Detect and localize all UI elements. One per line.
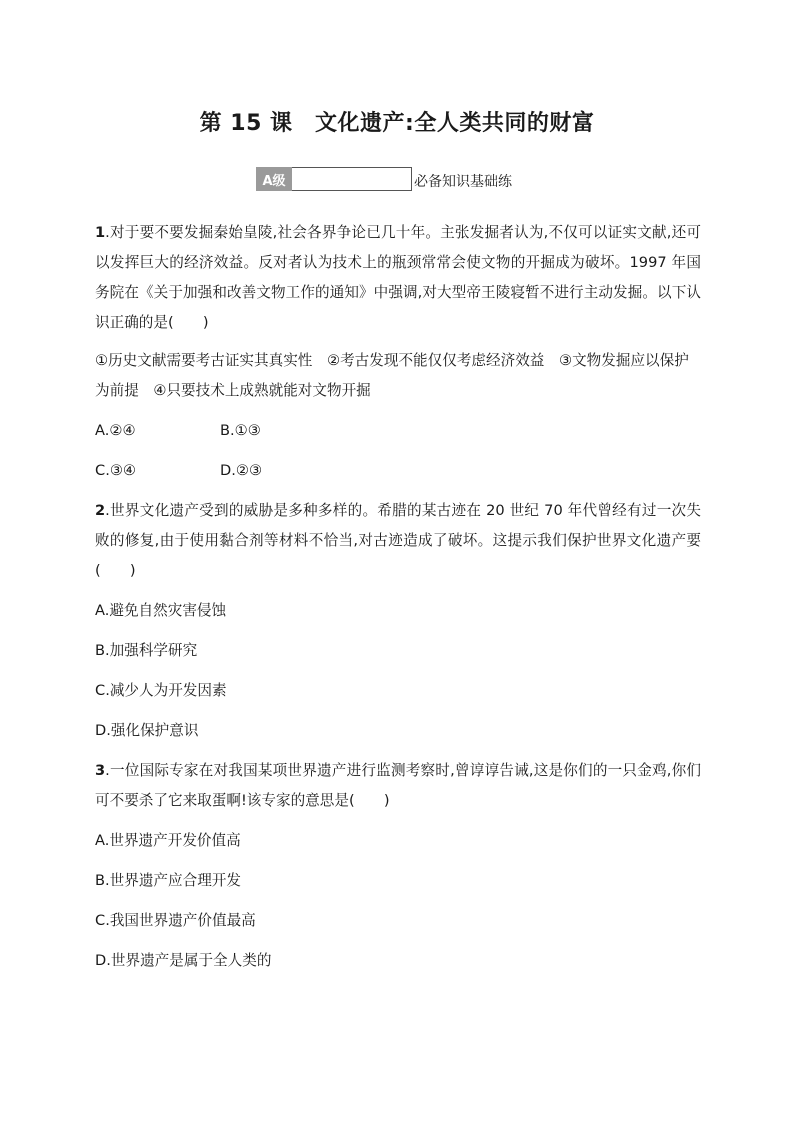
question-list	[95, 218, 701, 976]
option-a[interactable]: A.世界遗产开发价值高	[95, 832, 241, 849]
question-statements: ①历史文献需要考古证实其真实性 ②考古发现不能仅仅考虑经济效益 ③文物发掘应以保护为前提 ④只要技术上成熟就能对文物开掘	[95, 352, 689, 399]
level-blank-box	[292, 167, 412, 191]
level-badge: A级	[256, 167, 292, 191]
question-text: .一位国际专家在对我国某项世界遗产进行监测考察时,曾谆谆告诫,这是你们的一只金鸡,你们可不要杀了它来取蛋啊!该专家的意思是( )	[95, 762, 701, 809]
option-d[interactable]: D.世界遗产是属于全人类的	[95, 952, 272, 969]
question-number: 2	[95, 502, 106, 519]
option-d[interactable]: D.②③	[220, 462, 263, 479]
option-b[interactable]: B.①③	[220, 422, 261, 439]
question-3	[95, 756, 701, 976]
option-d[interactable]: D.强化保护意识	[95, 722, 199, 739]
question-stem	[95, 496, 701, 586]
option-row	[95, 456, 701, 486]
question-text: .对于要不要发掘秦始皇陵,社会各界争论已几十年。主张发掘者认为,不仅可以证实文献,还可以发挥巨大的经济效益。反对者认为技术上的瓶颈常常会使文物的开掘成为破坏。1997 年国务院在《关于加强和改善文物工作的通知》中强调,对大型帝王陵寝暂不进行主动发掘。以下认识正确的是( )	[95, 224, 701, 331]
option-row	[95, 416, 701, 446]
option-b[interactable]: B.加强科学研究	[95, 642, 198, 659]
option-a[interactable]: A.②④	[95, 422, 136, 439]
question-stem	[95, 218, 701, 338]
question-1	[95, 218, 701, 486]
option-c[interactable]: C.减少人为开发因素	[95, 682, 227, 699]
level-label: 必备知识基础练	[414, 174, 512, 190]
option-b[interactable]: B.世界遗产应合理开发	[95, 872, 241, 889]
question-number: 1	[95, 224, 106, 241]
level-header	[256, 165, 512, 191]
question-number: 3	[95, 762, 106, 779]
question-stem	[95, 756, 701, 816]
question-text: .世界文化遗产受到的威胁是多种多样的。希腊的某古迹在 20 世纪 70 年代曾经有过一次失败的修复,由于使用黏合剂等材料不恰当,对古迹造成了破坏。这提示我们保护世界文化遗产要( )	[95, 502, 701, 579]
question-2	[95, 496, 701, 746]
option-c[interactable]: C.我国世界遗产价值最高	[95, 912, 256, 929]
option-c[interactable]: C.③④	[95, 462, 136, 479]
page-title: 第 15 课 文化遗产:全人类共同的财富	[199, 111, 595, 136]
option-a[interactable]: A.避免自然灾害侵蚀	[95, 602, 227, 619]
